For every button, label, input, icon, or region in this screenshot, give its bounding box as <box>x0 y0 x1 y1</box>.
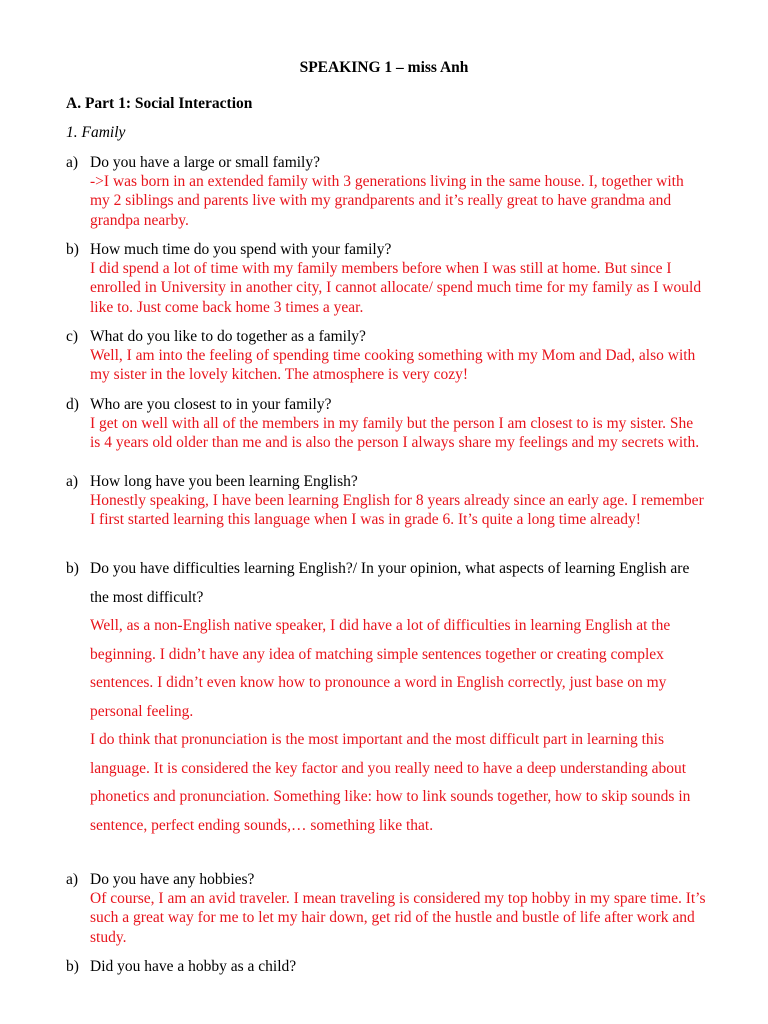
item-marker: b) <box>66 560 79 577</box>
answer-text: I get on well with all of the members in my family but the person I am closest to is my sister. She is 4 years old older than me and is also the person I always share my feelings and my secrets with. <box>90 415 700 452</box>
item-marker: a) <box>66 473 79 490</box>
answer-text: Well, I am into the feeling of spending time cooking something with my Mom and Dad, also with my sister in the lovely kitchen. The atmosphere is very cozy! <box>90 347 696 384</box>
question-text: Did you have a hobby as a child? <box>90 958 297 975</box>
qa-item-family-closest <box>66 395 706 453</box>
answer-text: ->I was born in an extended family with 3 generations living in the same house. I, together with my 2 siblings and parents live with my grandparents and it’s really great to have grandma and grandpa nearby. <box>90 173 684 229</box>
qa-item-family-time <box>66 240 706 317</box>
question-text: How much time do you spend with your family? <box>90 241 392 258</box>
item-marker: c) <box>66 328 79 345</box>
qa-item-english-difficulties <box>66 555 706 840</box>
question-text: Do you have difficulties learning English?/ In your opinion, what aspects of learning English are the most difficult? <box>90 560 690 606</box>
question-text: What do you like to do together as a family? <box>90 328 366 345</box>
qa-item-english-duration <box>66 472 706 530</box>
document-title: SPEAKING 1 – miss Anh <box>299 59 469 76</box>
answer-text: I did spend a lot of time with my family members before when I was still at home. But since I enrolled in University in another city, I cannot allocate/ spend much time for my family as I would like to. Just come back home 3 times a year. <box>90 260 702 316</box>
qa-item-childhood-hobby <box>66 957 706 976</box>
answer-text: Of course, I am an avid traveler. I mean traveling is considered my top hobby in my spare time. It’s such a great way for me to let my hair down, get rid of the hustle and bustle of life after work and study. <box>90 890 706 946</box>
item-marker: b) <box>66 958 79 975</box>
answer-text: Well, as a non-English native speaker, I did have a lot of difficulties in learning English at the beginning. I didn’t have any idea of matching simple sentences together or creating complex sentences. I didn’t even know how to pronounce a word in English correctly, just base on my personal feeling. <box>90 617 671 720</box>
answer-text: I do think that pronunciation is the most important and the most difficult part in learning this language. It is considered the key factor and you really need to have a deep understanding about phonetics and pronunciation. Something like: how to link sounds together, how to skip sounds in sentence, perfect ending sounds,… something like that. <box>90 731 691 834</box>
answer-text: Honestly speaking, I have been learning English for 8 years already since an early age. I remember I first started learning this language when I was in grade 6. It’s quite a long time already! <box>90 492 704 529</box>
question-text: Who are you closest to in your family? <box>90 396 332 413</box>
question-text: Do you have any hobbies? <box>90 871 255 888</box>
item-marker: a) <box>66 871 79 888</box>
section-heading: A. Part 1: Social Interaction <box>66 95 253 112</box>
item-marker: a) <box>66 154 79 171</box>
item-marker: d) <box>66 396 79 413</box>
item-marker: b) <box>66 241 79 258</box>
qa-item-family-activities <box>66 327 706 385</box>
question-text: How long have you been learning English? <box>90 473 358 490</box>
question-text: Do you have a large or small family? <box>90 154 320 171</box>
subsection-heading: 1. Family <box>66 124 126 141</box>
qa-item-hobbies <box>66 870 706 947</box>
qa-item-family-size <box>66 153 706 230</box>
